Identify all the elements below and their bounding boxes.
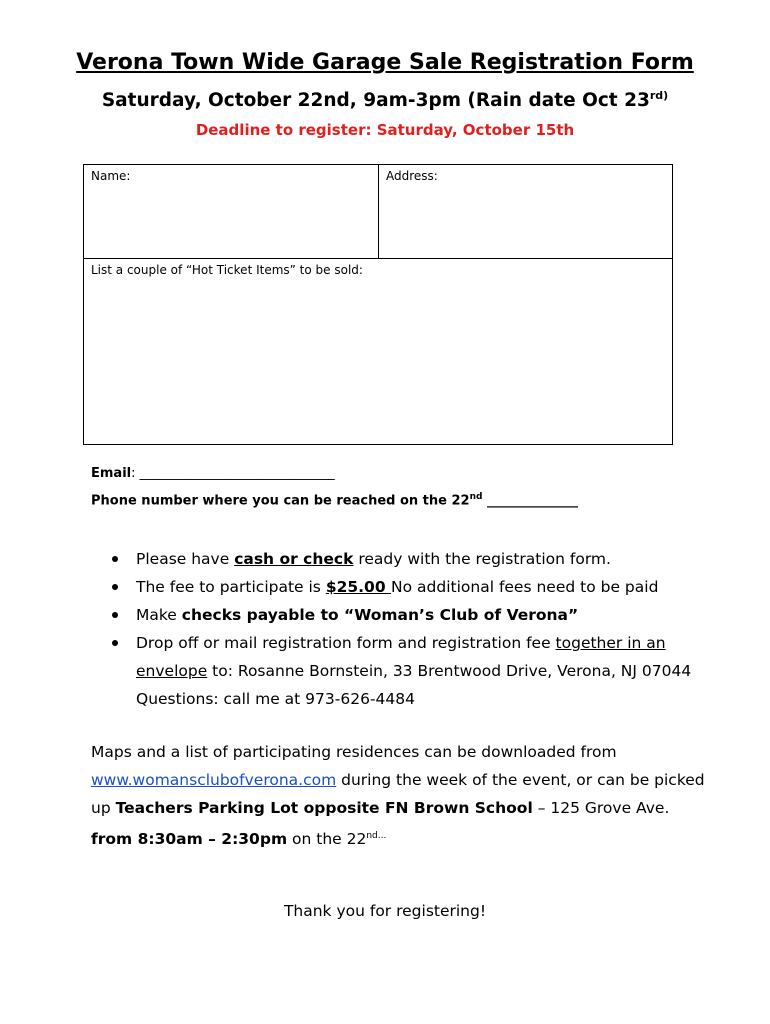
bullet-emphasis: together in an envelope: [136, 634, 666, 680]
address-field[interactable]: [379, 165, 672, 259]
list-item: [110, 573, 710, 601]
list-item: [110, 629, 710, 713]
phone-superscript: nd: [469, 492, 483, 502]
bullet-icon: [112, 612, 118, 618]
name-label: Name:: [91, 169, 131, 183]
bullet-icon: [112, 584, 118, 590]
bullet-text: Drop off or mail registration form and registration fee: [136, 634, 556, 652]
hot-ticket-items-label: List a couple of “Hot Ticket Items” to be sold:: [91, 263, 363, 277]
mailing-address: to: Rosanne Bornstein, 33 Brentwood Drive, Verona, NJ 07044 Questions: call me at 973-626-4484: [136, 662, 692, 708]
instructions-list: [110, 545, 710, 713]
event-date-line: [0, 89, 770, 111]
maps-info-paragraph: [91, 738, 711, 853]
bullet-text: Please have: [136, 550, 235, 568]
event-date-text: Saturday, October 22nd, 9am-3pm (Rain date Oct 23: [101, 90, 650, 112]
name-field[interactable]: [84, 165, 379, 259]
list-item: [110, 545, 710, 573]
paragraph-text: during the week of the event, or can be picked up: [91, 771, 705, 817]
email-line[interactable]: [91, 466, 335, 481]
email-label: Email: [91, 466, 132, 481]
fee-amount: $25.00: [325, 578, 392, 596]
phone-blank: ______________: [482, 493, 578, 509]
thank-you-note: Thank you for registering!: [283, 902, 487, 920]
list-item: [110, 601, 710, 629]
payable-to: checks payable to “Woman’s Club of Verona”: [181, 606, 579, 624]
paragraph-text: on the 22: [287, 830, 367, 849]
pickup-location: Teachers Parking Lot opposite FN Brown School: [115, 799, 533, 817]
bullet-icon: [112, 640, 118, 646]
form-title: Verona Town Wide Garage Sale Registration Form: [76, 50, 694, 75]
bullet-text: No additional fees need to be paid: [391, 578, 659, 596]
hot-ticket-items-field[interactable]: [84, 259, 672, 444]
phone-label: Phone number where you can be reached on the 22: [91, 493, 470, 509]
paragraph-superscript: nd...: [366, 831, 387, 841]
pickup-time: from 8:30am – 2:30pm: [91, 830, 288, 849]
email-blank: : ______________________________: [131, 466, 335, 481]
paragraph-text: – 125 Grove Ave.: [532, 799, 670, 817]
address-label: Address:: [386, 169, 438, 183]
bullet-icon: [112, 556, 118, 562]
registration-deadline: Deadline to register: Saturday, October 15th: [195, 121, 575, 139]
bullet-text: The fee to participate is: [136, 578, 326, 596]
bullet-emphasis: cash or check: [234, 550, 354, 568]
event-date-superscript: rd): [649, 89, 669, 102]
paragraph-text: Maps and a list of participating residences can be downloaded from: [91, 743, 617, 761]
phone-line[interactable]: [91, 492, 578, 508]
bullet-text: Make: [136, 606, 182, 624]
bullet-text: ready with the registration form.: [353, 550, 611, 568]
website-link[interactable]: www.womansclubofverona.com: [91, 771, 337, 789]
registration-form-box: [83, 164, 673, 445]
